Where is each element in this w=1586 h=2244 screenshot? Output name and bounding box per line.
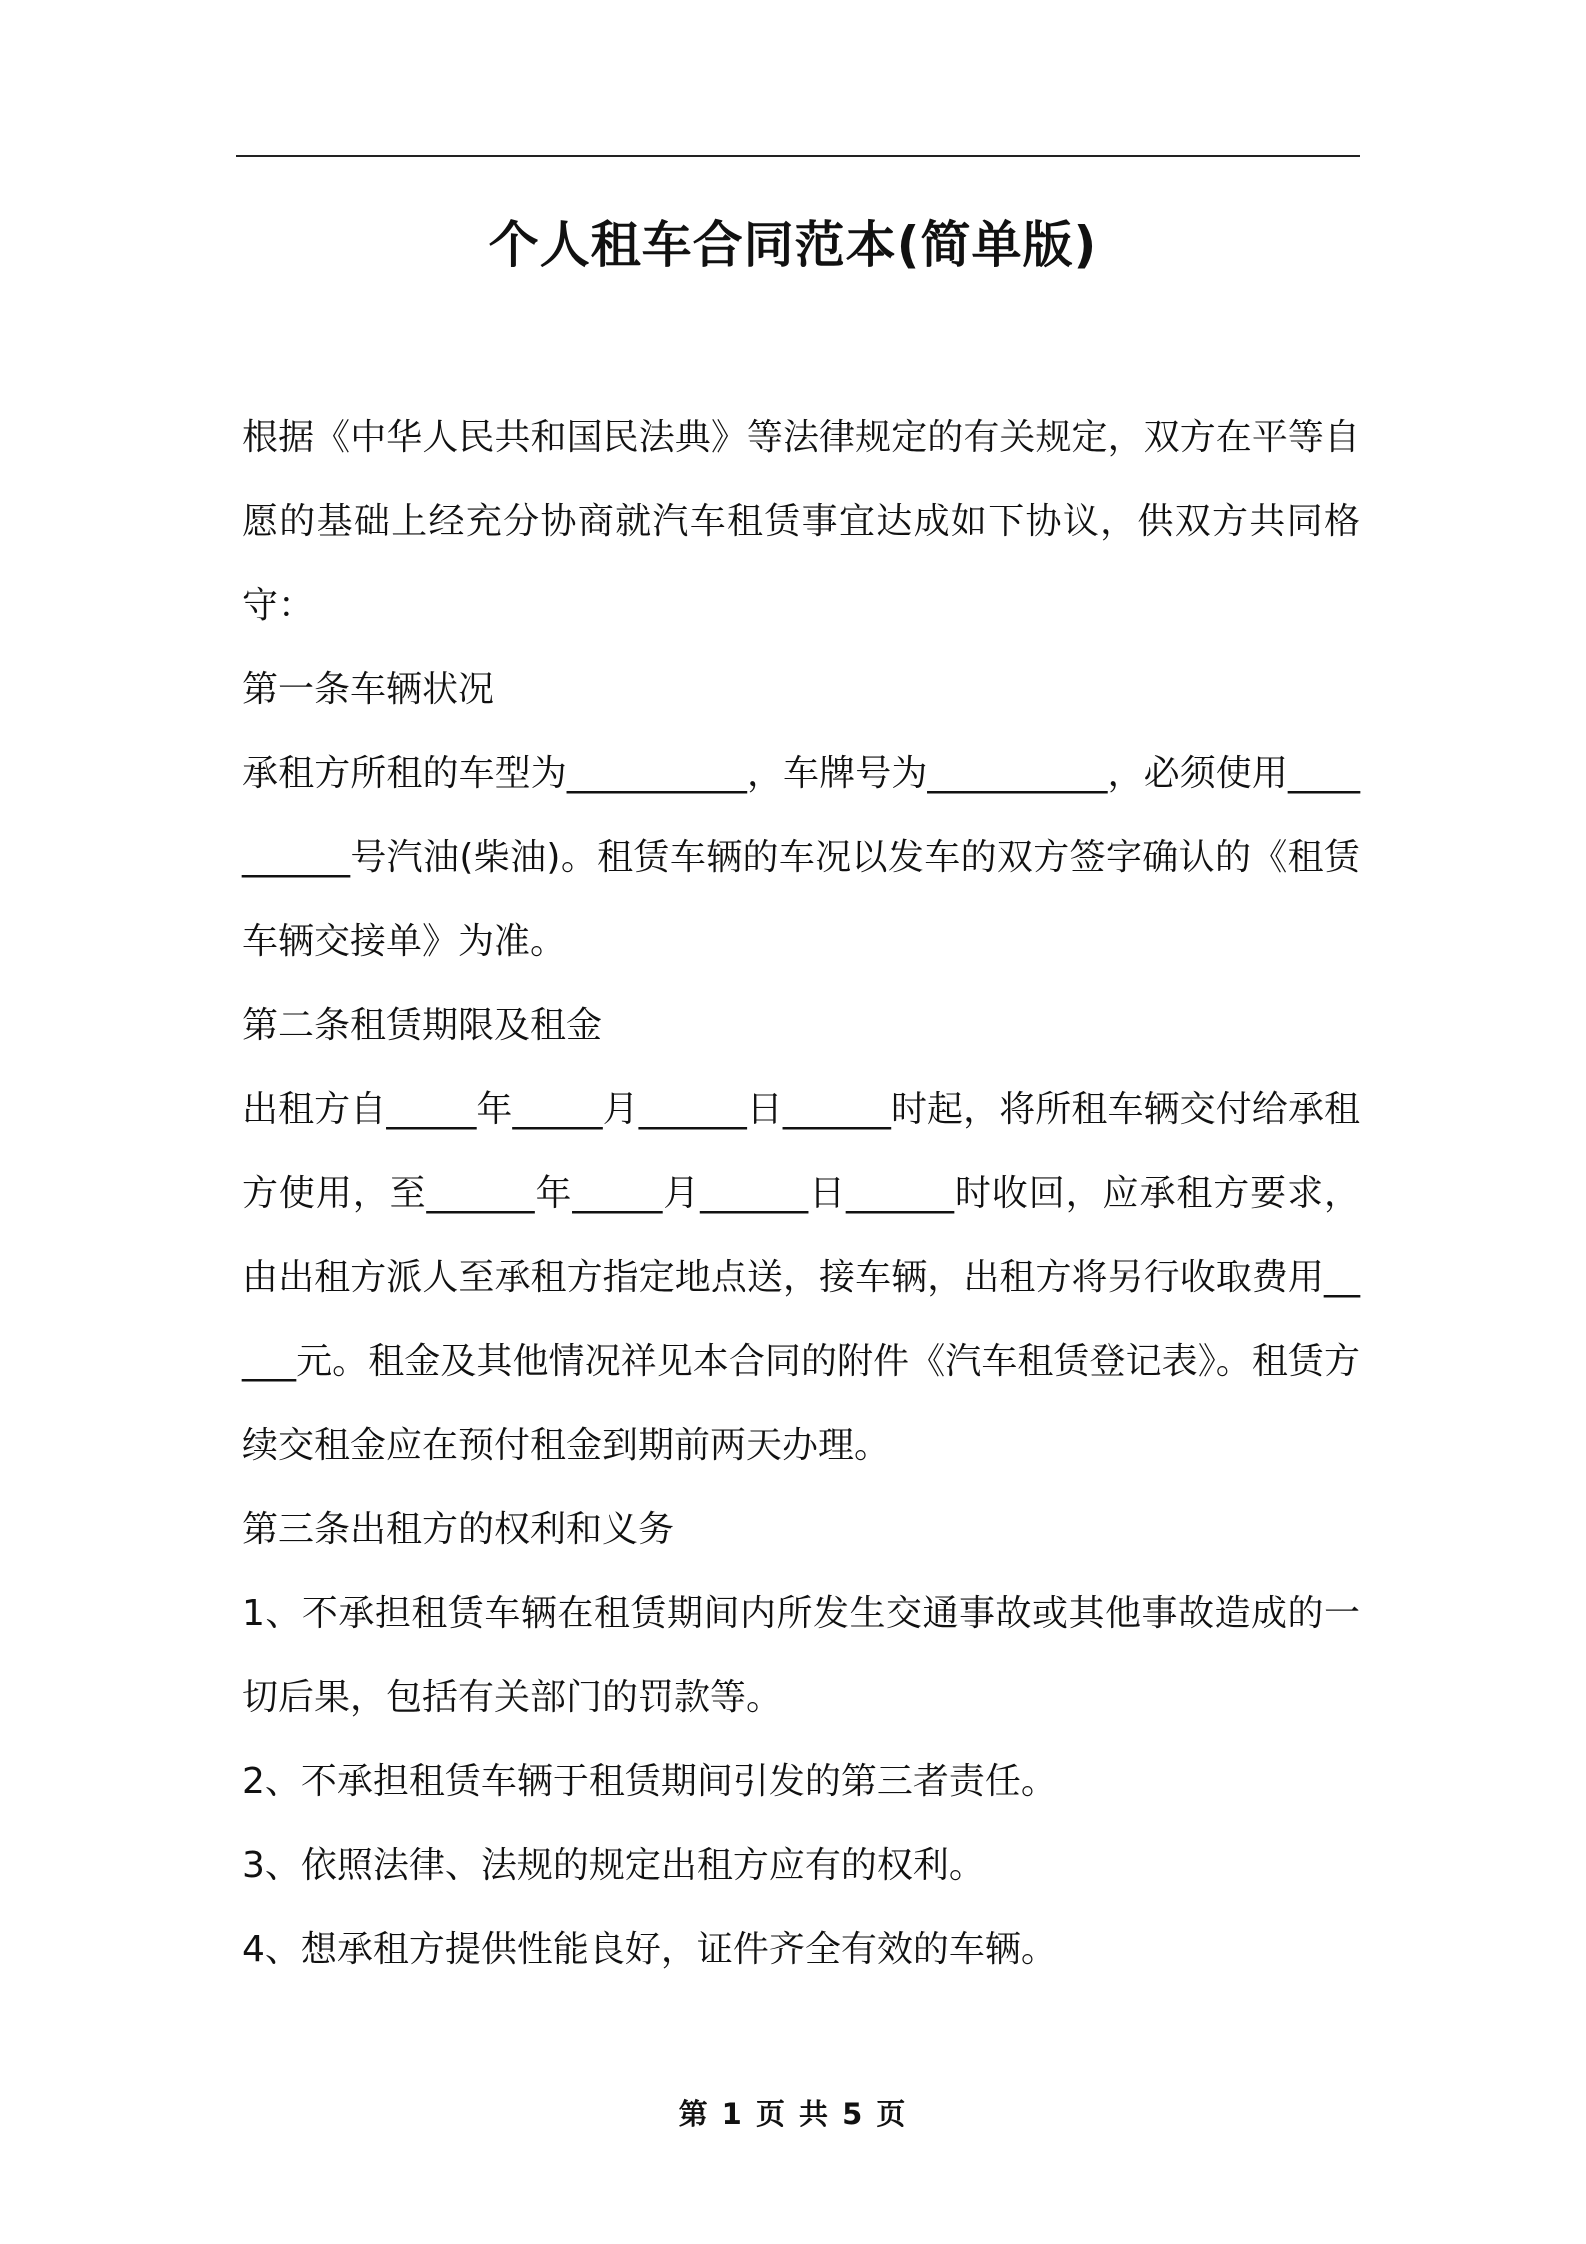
article-3-item-1: 1、不承担租赁车辆在租赁期间内所发生交通事故或其他事故造成的一切后果，包括有关部门的罚款等。 (242, 1593, 1360, 1718)
article-1-paragraph: 承租方所租的车型为__________，车牌号为__________，必须使用__________号汽油(柴油)。租赁车辆的车况以发车的双方签字确认的《租赁车辆交接单》为准。 (242, 753, 1360, 962)
document-title: 个人租车合同范本(简单版) (488, 216, 1098, 274)
header-divider (236, 155, 1360, 157)
article-2-heading: 第二条租赁期限及租金 (242, 1005, 603, 1046)
article-2-paragraph: 出租方自_____年_____月______日______时起，将所租车辆交付给承租方使用，至______年_____月______日______时收回，应承租方要求，由出租方派人至承租方指定地点送，接车辆，出租方将另行收取费用_____元。租金及其他情况祥见本合同的附件《汽车租赁登记表》。租赁方续交租金应在预付租金到期前两天办理。 (242, 1089, 1360, 1466)
article-3-item-2: 2、不承担租赁车辆于租赁期间引发的第三者责任。 (242, 1761, 1057, 1802)
document-body (242, 396, 1360, 1992)
article-3-heading: 第三条出租方的权利和义务 (242, 1509, 675, 1550)
article-3-item-4: 4、想承租方提供性能良好，证件齐全有效的车辆。 (242, 1929, 1057, 1970)
intro-paragraph: 根据《中华人民共和国民法典》等法律规定的有关规定，双方在平等自愿的基础上经充分协商就汽车租赁事宜达成如下协议，供双方共同格守： (242, 417, 1360, 626)
page-number: 第 1 页 共 5 页 (678, 2097, 908, 2131)
article-1-heading: 第一条车辆状况 (242, 669, 495, 710)
article-3-item-3: 3、依照法律、法规的规定出租方应有的权利。 (242, 1845, 985, 1886)
